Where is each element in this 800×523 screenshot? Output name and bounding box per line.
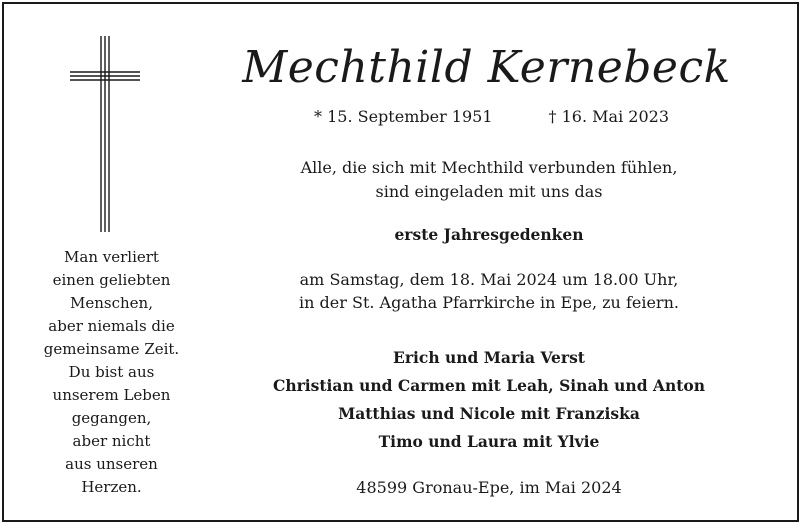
family-entry: Timo und Laura mit Ylvie [378,432,600,451]
family-entry: Erich und Maria Verst [393,348,585,367]
poem-line: aber nicht [72,432,151,450]
birth-date: * 15. September 1951 [314,107,493,126]
invitation-line: in der St. Agatha Pfarrkirche in Epe, zu feiern. [299,293,679,312]
poem-line: unserem Leben [52,386,171,404]
poem-line: einen geliebten [52,271,171,289]
intro-line: sind eingeladen mit uns das [375,182,603,201]
poem-line: gemeinsame Zeit. [43,340,180,358]
invitation-line: am Samstag, dem 18. Mai 2024 um 18.00 Uhr, [299,270,679,289]
life-dates [314,107,669,126]
family-entry: Christian und Carmen mit Leah, Sinah und Anton [273,376,705,395]
poem-line: gegangen, [71,409,152,427]
death-date: † 16. Mai 2023 [548,107,669,126]
cross-icon [66,34,146,234]
poem-line: aber niemals die [48,317,175,335]
memorial-poem [24,246,199,499]
poem-line: Man verliert [64,248,159,266]
intro-text [264,156,714,204]
poem-line: Du bist aus [68,363,155,381]
family-list [264,344,714,456]
occasion-title: erste Jahresgedenken [394,225,584,244]
family-entry: Matthias und Nicole mit Franziska [338,404,640,423]
poem-line: Herzen. [81,478,142,496]
intro-line: Alle, die sich mit Mechthild verbunden fühlen, [300,158,678,177]
invitation-text [264,268,714,314]
poem-line: Menschen, [70,294,153,312]
poem-line: aus unseren [65,455,158,473]
obituary-card [2,2,799,522]
deceased-name: Mechthild Kernebeck [242,42,731,93]
place-date: 48599 Gronau-Epe, im Mai 2024 [356,478,622,497]
